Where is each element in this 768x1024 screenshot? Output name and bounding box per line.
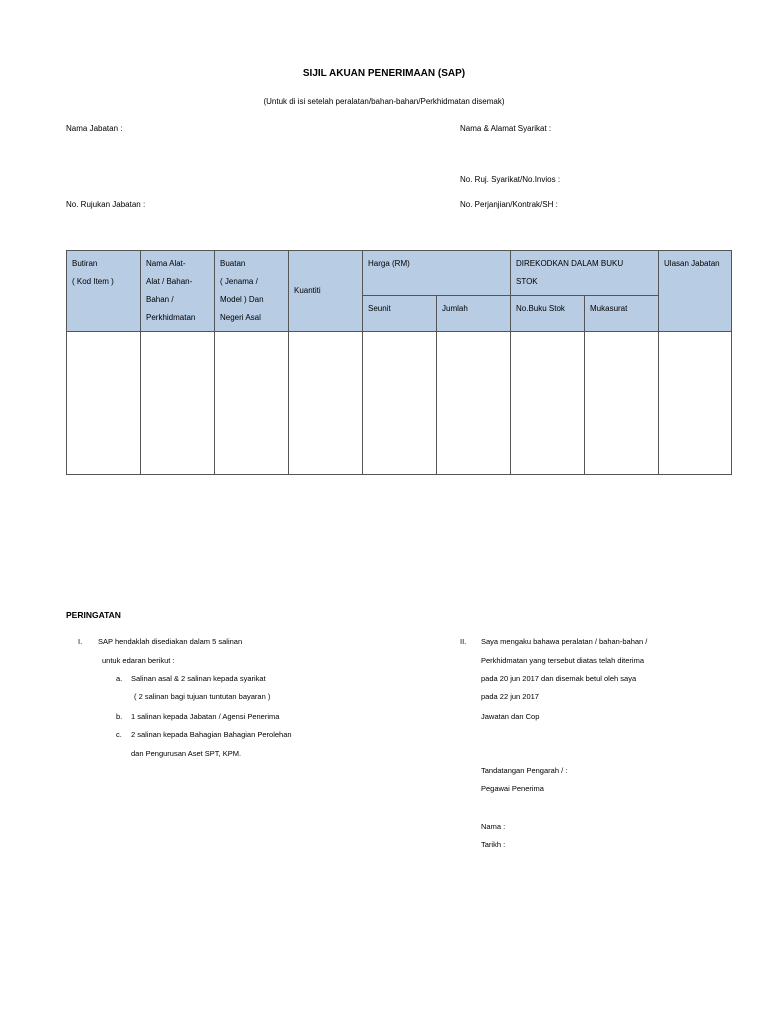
header-nama-line: Bahan / [146,295,174,304]
cell-ulasan[interactable] [659,332,732,475]
field-nama-jabatan: Nama Jabatan : [66,124,123,133]
item-i-line: SAP hendaklah disediakan dalam 5 salinan [98,637,243,646]
item-i-number: I. [78,637,83,646]
field-no-ruj-syarikat: No. Ruj. Syarikat/No.Invios : [460,175,561,184]
table-row [67,332,732,475]
header-direkodkan-line: STOK [516,277,538,286]
item-ii-line: Perkhidmatan yang tersebut diatas telah diterima [481,656,645,665]
header-buatan-line: Negeri Asal [220,313,261,322]
header-nama-alat [141,251,215,332]
header-nama-line: Alat / Bahan- [146,277,193,286]
header-mukasurat: Mukasurat [585,296,659,332]
header-seunit: Seunit [363,296,437,332]
item-ii-line: pada 20 jun 2017 dan disemak betul oleh saya [481,674,637,683]
header-butiran-line: Butiran [72,259,98,268]
header-kuantiti-label: Kuantiti [294,286,321,295]
header-buatan-line: ( Jenama / [220,277,258,286]
item-i-line: untuk edaran berikut : [102,656,175,665]
item-a-line: ( 2 salinan bagi tujuan tuntutan bayaran ) [134,692,271,701]
item-ii-line: pada 22 jun 2017 [481,692,539,701]
item-a-line: Salinan asal & 2 salinan kepada syarikat [131,674,266,683]
items-table [66,250,732,475]
header-kuantiti [289,251,363,332]
peringatan-title: PERINGATAN [66,610,121,620]
header-direkodkan [511,251,659,296]
nama-label: Nama : [481,822,506,831]
signature-label: Pegawai Penerima [481,784,544,793]
item-b-line: 1 salinan kepada Jabatan / Agensi Penerima [131,712,280,721]
header-harga-label: Harga (RM) [368,259,410,268]
item-c-line: 2 salinan kepada Bahagian Bahagian Perolehan [131,730,292,739]
table-header-row [67,251,732,296]
cell-nama-alat[interactable] [141,332,215,475]
header-nama-line: Perkhidmatan [146,313,196,322]
tarikh-label: Tarikh : [481,840,506,849]
header-nama-line: Nama Alat- [146,259,186,268]
cell-jumlah[interactable] [437,332,511,475]
header-buatan [215,251,289,332]
field-no-perjanjian: No. Perjanjian/Kontrak/SH : [460,200,558,209]
header-butiran-line: ( Kod Item ) [72,277,114,286]
document-subtitle: (Untuk di isi setelah peralatan/bahan-bahan/Perkhidmatan disemak) [263,97,505,106]
header-jumlah: Jumlah [437,296,511,332]
header-harga [363,251,511,296]
header-no-buku-stok: No.Buku Stok [511,296,585,332]
header-direkodkan-line: DIREKODKAN DALAM BUKU [516,259,624,268]
document-title: SIJIL AKUAN PENERIMAAN (SAP) [302,68,466,79]
header-buatan-line: Model ) Dan [220,295,264,304]
signature-label: Tandatangan Pengarah / : [481,766,568,775]
cell-no-buku-stok[interactable] [511,332,585,475]
item-a-letter: a. [116,674,123,683]
item-b-letter: b. [116,712,123,721]
item-ii-line: Jawatan dan Cop [481,712,540,721]
item-c-line: dan Pengurusan Aset SPT, KPM. [131,749,242,758]
cell-seunit[interactable] [363,332,437,475]
header-butiran [67,251,141,332]
cell-kuantiti[interactable] [289,332,363,475]
field-no-rujukan-jabatan: No. Rujukan Jabatan : [66,200,146,209]
cell-butiran[interactable] [67,332,141,475]
item-ii-line: Saya mengaku bahawa peralatan / bahan-bahan / [481,637,648,646]
header-buatan-line: Buatan [220,259,246,268]
item-ii-number: II. [460,637,467,646]
header-ulasan [659,251,732,332]
cell-mukasurat[interactable] [585,332,659,475]
header-ulasan-label: Ulasan Jabatan [664,259,720,268]
field-nama-alamat-syarikat: Nama & Alamat Syarikat : [460,124,552,133]
item-c-letter: c. [116,730,122,739]
cell-buatan[interactable] [215,332,289,475]
